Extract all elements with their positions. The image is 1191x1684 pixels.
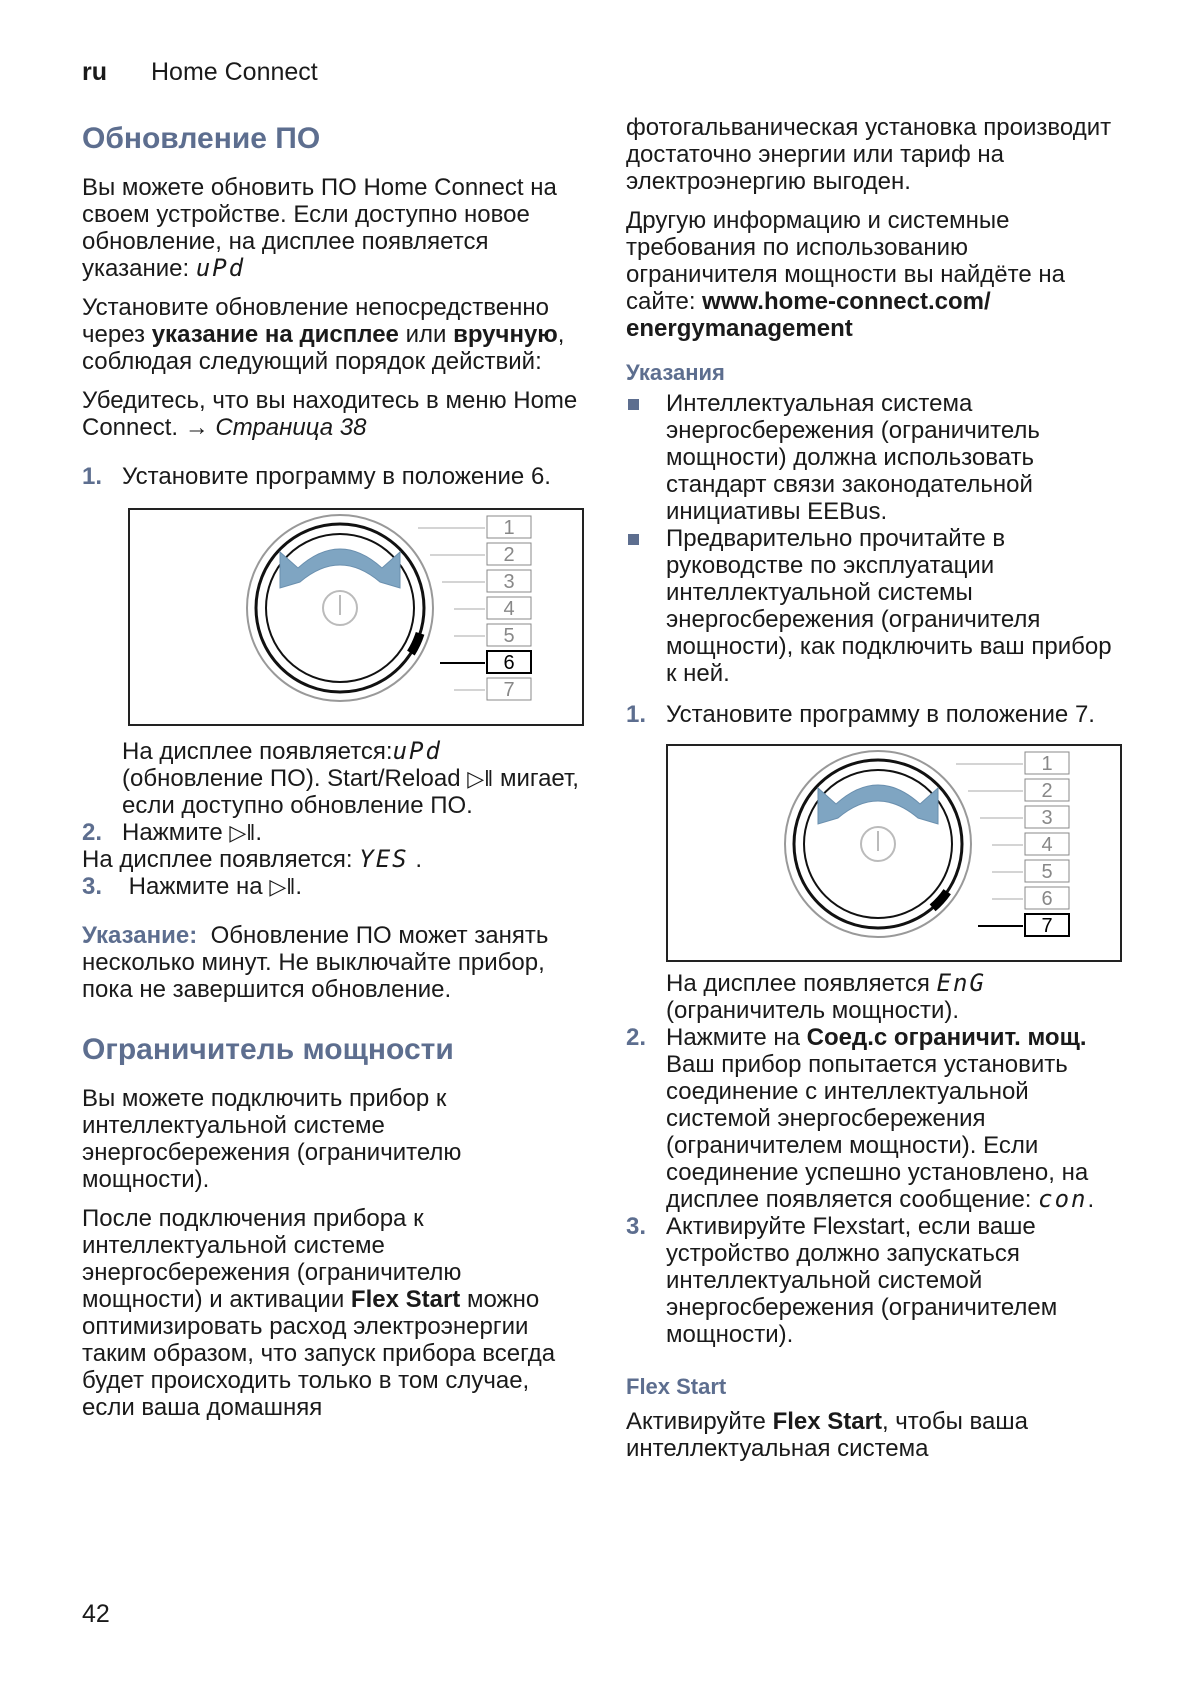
display-code-yes: YES [359,845,409,873]
position-label-3: 3 [503,571,515,593]
paragraph: Вы можете обновить ПО Home Connect на своем устройстве. Если доступно новое обновление, на дисплее появляется указание: uPd [82,174,557,282]
program-dial-diagram [130,510,582,724]
display-code-con: con [1038,1185,1088,1213]
paragraph: Активируйте Flex Start, чтобы ваша интеллектуальная система [626,1408,1028,1462]
position-label-2: 2 [1041,780,1053,802]
display-code-upd: uPd [195,254,246,282]
dial-position-marker [411,633,420,653]
position-label-6: 6 [1041,888,1053,910]
left-column [82,110,582,1433]
page-number: 42 [82,1600,110,1628]
flex-start-heading: Flex Start [626,1374,727,1399]
notes-list [626,390,1126,687]
position-label-1: 1 [1041,753,1053,775]
step-1-result: На дисплее появляется:uPd (обновление ПО). Start/Reload ▷‖ мигает, если доступно обновление ПО. [122,737,579,819]
section-title-update: Обновление ПО [82,122,321,155]
step-2: 2. Нажмите ▷‖. [82,819,263,846]
paragraph: Другую информацию и системные требования по использованию ограничителя мощности вы найдёте на сайте: www.home-connect.com/ energymanagement [626,207,1065,342]
step-3: 3. Нажмите на ▷‖. [82,873,303,900]
paragraph: После подключения прибора к интеллектуальной системе энергосбережения (ограничителю мощности) и активации Flex Start можно оптимизировать расход электроэнергии таким образом, что запуск прибора всегда будет происходить только в том случае, если ваша домашняя [82,1205,556,1421]
position-label-1: 1 [503,517,515,539]
right-column [626,110,1126,1474]
step-1: 1. Установите программу в положение 6. [82,463,551,490]
position-label-6: 6 [503,652,515,674]
step-2-result: На дисплее появляется: YES . [82,845,422,873]
position-label-2: 2 [503,544,515,566]
note-label: Указание: [82,922,198,949]
start-reload-icon: ▷‖ [229,820,256,845]
paragraph: Вы можете подключить прибор к интеллектуальной системе энергосбережения (ограничителю мощности). [82,1085,462,1193]
section-title-power-limiter: Ограничитель мощности [82,1033,454,1066]
start-reload-icon: ▷‖ [467,766,494,791]
website-link[interactable]: www.home-connect.com/ energymanagement [626,288,991,342]
list-item: Предварительно прочитайте в руководстве по эксплуатации интеллектуальной системы энергосбережения (ограничителя мощности), как подключить ваш прибор к ней. [626,525,1126,687]
step-3: 3. Активируйте Flexstart, если ваше устройство должно запускаться интеллектуальной системой энергосбережения (ограничителем мощности). [626,1213,1058,1348]
position-label-4: 4 [503,598,515,620]
position-label-5: 5 [1041,861,1053,883]
menu-option-name: Соед.с ограничит. мощ. [806,1024,1087,1051]
step-1-result: На дисплее появляется EnG (ограничитель мощности). [666,969,986,1024]
position-label-4: 4 [1041,834,1053,856]
paragraph: фотогальваническая установка производит достаточно энергии или тариф на электроэнергию выгоден. [626,114,1112,195]
note: Указание: Обновление ПО может занять несколько минут. Не выключайте прибор, пока не завершится обновление. [82,922,549,1003]
position-label-7: 7 [503,679,515,701]
rotation-arrow-icon [280,549,400,588]
paragraph: Убедитесь, что вы находитесь в меню Home Connect. → Страница 38 [82,387,578,441]
list-item: Интеллектуальная система энергосбережения (ограничитель мощности) должна использовать стандарт связи законодательной инициативы EEBus. [626,390,1126,525]
section-name: Home Connect [151,58,318,86]
arrow-icon: → [184,414,209,441]
program-dial-diagram [668,746,1120,960]
program-dial-figure [666,744,1122,962]
start-reload-icon: ▷‖ [269,874,296,899]
step-2: 2. Нажмите на Соед.с ограничит. мощ. Ваш прибор попытается установить соединение с интеллектуальной системой энергосбережения (ограничителем мощности). Если соединение успешно установлено, на дисплее появляется сообщение: con. [626,1024,1095,1213]
dial-position-marker [933,892,948,908]
language-code: ru [82,58,107,86]
rotation-arrow-icon [818,785,938,824]
page-reference-link[interactable]: Страница 38 [215,414,367,441]
position-label-7: 7 [1041,915,1053,937]
display-code-eng: EnG [936,969,986,997]
paragraph: Установите обновление непосредственно через указание на дисплее или вручную, соблюдая следующий порядок действий: [82,294,565,375]
display-code-upd: uPd [392,737,442,765]
program-dial-figure [128,508,584,726]
step-1: 1. Установите программу в положение 7. [626,701,1095,728]
position-label-5: 5 [503,625,515,647]
page-header [82,58,318,87]
position-label-3: 3 [1041,807,1053,829]
notes-heading: Указания [626,360,725,385]
